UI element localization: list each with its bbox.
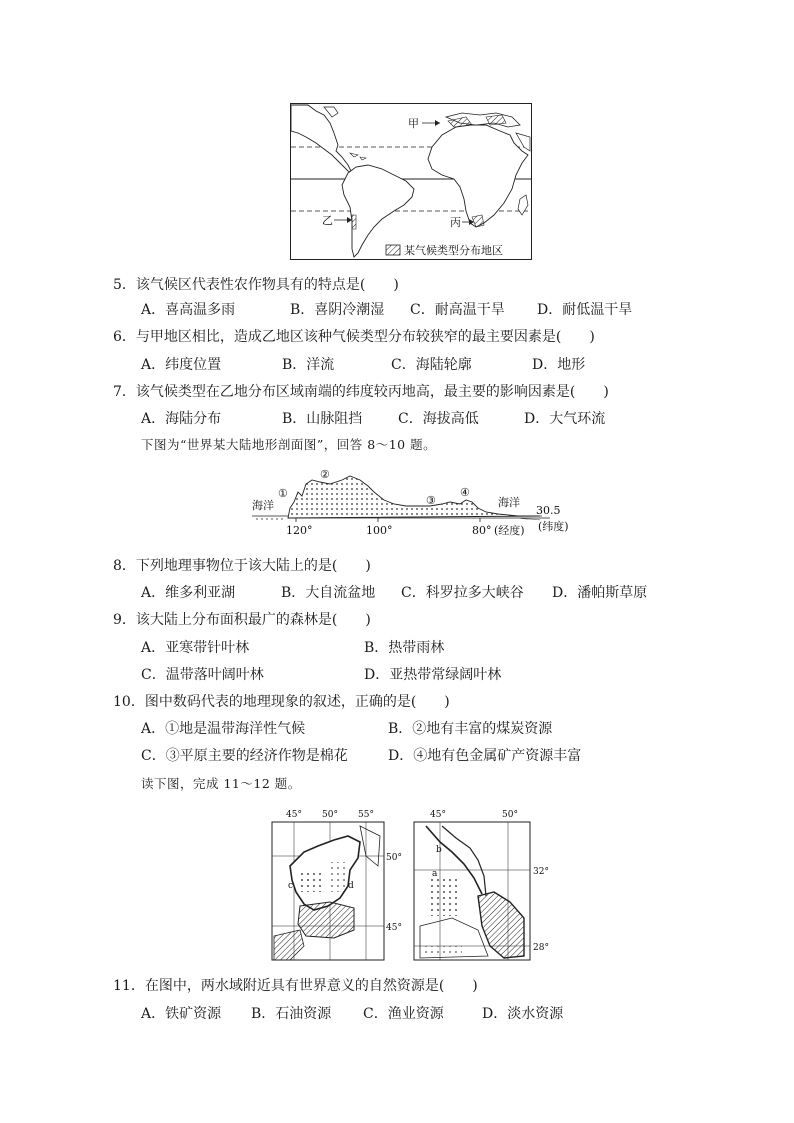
latitude-unit: (纬度) — [538, 520, 569, 533]
q10-option-a[interactable]: A．①地是温带海洋性气候 — [141, 721, 306, 737]
question-8-stem: 8．下列地理事物位于该大陆上的是( ) — [113, 558, 371, 574]
q11-option-d[interactable]: D．淡水资源 — [482, 1006, 564, 1022]
question-10-stem: 10．图中数码代表的地理现象的叙述，正确的是( ) — [113, 694, 450, 710]
latitude-value: 30.5 — [536, 504, 561, 517]
left-regional-map — [270, 806, 406, 962]
left-label-c: c — [288, 881, 294, 891]
q6-option-c[interactable]: C．海陆轮廓 — [391, 357, 472, 373]
marker-4: ④ — [460, 486, 470, 499]
marker-2: ② — [320, 468, 330, 481]
right-label-b: b — [436, 845, 442, 855]
left-lon-55: 55° — [358, 810, 374, 820]
legend-text: 某气候类型分布地区 — [404, 244, 503, 257]
q11-option-a[interactable]: A．铁矿资源 — [141, 1006, 222, 1022]
q7-option-a[interactable]: A．海陆分布 — [141, 411, 222, 427]
right-lat-28: 28° — [533, 943, 549, 953]
q8-option-a[interactable]: A．维多利亚湖 — [141, 585, 236, 601]
q5-option-d[interactable]: D．耐低温干旱 — [537, 302, 633, 318]
q9-option-c[interactable]: C．温带落叶阔叶林 — [141, 667, 264, 683]
left-lat-45: 45° — [386, 923, 402, 933]
q10-option-c[interactable]: C．③平原主要的经济作物是棉花 — [141, 748, 348, 764]
marker-3: ③ — [426, 494, 436, 507]
climate-distribution-map — [290, 103, 532, 260]
right-regional-map — [412, 806, 562, 962]
legend-swatch — [386, 245, 400, 255]
q9-option-d[interactable]: D．亚热带常绿阔叶林 — [364, 667, 502, 683]
q11-option-c[interactable]: C．渔业资源 — [363, 1006, 444, 1022]
q5-option-a[interactable]: A．喜高温多雨 — [141, 302, 236, 318]
q6-option-d[interactable]: D．地形 — [532, 357, 586, 373]
q5-option-c[interactable]: C．耐高温干旱 — [410, 302, 505, 318]
q9-option-a[interactable]: A．亚寒带针叶林 — [141, 640, 250, 656]
q6-option-a[interactable]: A．纬度位置 — [141, 357, 222, 373]
intro-11-12: 读下图，完成 11～12 题。 — [141, 776, 301, 791]
left-lon-50: 50° — [322, 810, 338, 820]
lon-unit-label: (经度) — [494, 524, 525, 537]
q7-option-c[interactable]: C．海拔高低 — [398, 411, 479, 427]
terrain-profile-figure — [250, 462, 580, 540]
right-lat-32: 32° — [533, 867, 549, 877]
q10-option-b[interactable]: B．②地有丰富的煤炭资源 — [388, 721, 553, 737]
q10-option-d[interactable]: D．④地有色金属矿产资源丰富 — [388, 748, 582, 764]
lon-100-label: 100° — [366, 524, 393, 537]
q7-option-b[interactable]: B．山脉阻挡 — [282, 411, 363, 427]
q8-option-d[interactable]: D．潘帕斯草原 — [552, 585, 648, 601]
q8-option-c[interactable]: C．科罗拉多大峡谷 — [401, 585, 524, 601]
left-label-d: d — [348, 881, 354, 891]
q6-option-b[interactable]: B．洋流 — [282, 357, 335, 373]
question-7-stem: 7．该气候类型在乙地分布区域南端的纬度较丙地高，最主要的影响因素是( ) — [113, 384, 609, 400]
label-jia: 甲 — [408, 117, 419, 130]
q5-option-b[interactable]: B．喜阴冷潮湿 — [290, 302, 385, 318]
left-lat-50: 50° — [386, 853, 402, 863]
question-9-stem: 9．该大陆上分布面积最广的森林是( ) — [113, 612, 371, 628]
label-yi: 乙 — [322, 214, 333, 227]
right-lon-50: 50° — [502, 810, 518, 820]
question-5-stem: 5．该气候区代表性农作物具有的特点是( ) — [113, 277, 399, 293]
right-label-a: a — [432, 869, 438, 879]
lon-80-label: 80° — [472, 524, 492, 537]
question-6-stem: 6．与甲地区相比，造成乙地区该种气候类型分布较狭窄的最主要因素是( ) — [113, 329, 595, 345]
intro-8-10: 下图为“世界某大陆地形剖面图”，回答 8～10 题。 — [141, 437, 437, 452]
ocean-right-label: 海洋 — [498, 496, 520, 509]
label-bing: 丙 — [450, 216, 461, 229]
lon-120-label: 120° — [286, 524, 313, 537]
q11-option-b[interactable]: B．石油资源 — [251, 1006, 332, 1022]
q7-option-d[interactable]: D．大气环流 — [524, 411, 606, 427]
q8-option-b[interactable]: B．大自流盆地 — [281, 585, 376, 601]
left-lon-45: 45° — [286, 810, 302, 820]
right-lon-45: 45° — [430, 810, 446, 820]
ocean-left-label: 海洋 — [252, 499, 274, 512]
q9-option-b[interactable]: B．热带雨林 — [364, 640, 445, 656]
question-11-stem: 11．在图中，两水域附近具有世界意义的自然资源是( ) — [113, 978, 478, 994]
marker-1: ① — [278, 487, 288, 500]
